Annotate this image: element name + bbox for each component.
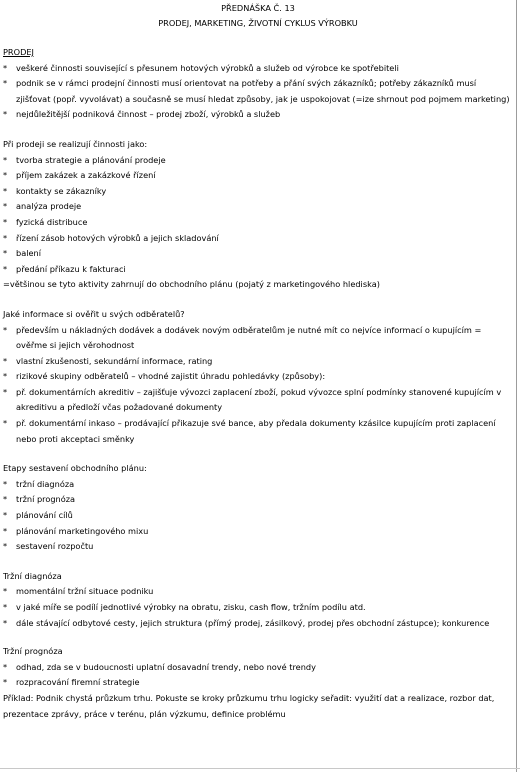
list-item-text: plánování marketingového mixu <box>16 525 149 536</box>
list-item <box>3 416 513 447</box>
section-cinnosti <box>3 137 513 293</box>
document-page <box>3 1 513 722</box>
bullet-mark: * <box>3 677 8 688</box>
list-item <box>3 199 513 215</box>
section-prodej <box>3 45 513 123</box>
list-item-text: rozpracování firemní strategie <box>16 677 140 688</box>
section-diagnoza <box>3 569 513 631</box>
list-item <box>3 323 513 354</box>
list-item <box>3 246 513 262</box>
list-item <box>3 385 513 416</box>
section-heading: Jaké informace si ověřit u svých odběratelů? <box>3 308 185 319</box>
bullet-mark: * <box>3 62 8 73</box>
list-item-text: př. dokumentárních akreditiv – zajišťuje vývozci zaplacení zboží, pokud vývozce splní podmínky stanovené kupujícím v akreditivu a předloží včas požadované dokumenty <box>16 386 502 413</box>
section-heading: PRODEJ <box>3 47 34 57</box>
bullet-mark: * <box>3 109 8 120</box>
list-item <box>3 153 513 169</box>
bullet-mark: * <box>3 170 8 181</box>
list-item-text: tržní diagnóza <box>16 478 75 489</box>
bullet-mark: * <box>3 386 8 397</box>
page-border-bottom <box>0 768 520 769</box>
list-item-text: tvorba strategie a plánování prodeje <box>16 154 166 165</box>
list-item <box>3 600 513 616</box>
list-item <box>3 184 513 200</box>
section-heading: Etapy sestavení obchodního plánu: <box>3 463 147 474</box>
lecture-number: PŘEDNÁŠKA Č. 13 <box>221 3 295 13</box>
bullet-mark: * <box>3 324 8 335</box>
list-item <box>3 76 513 107</box>
list-item-text: kontakty se zákazníky <box>16 185 107 196</box>
bullet-mark: * <box>3 418 8 429</box>
section-heading: Tržní diagnóza <box>3 570 62 581</box>
list-item-text: odhad, zda se v budoucnosti uplatní dosavadní trendy, nebo nové trendy <box>16 661 316 672</box>
bullet-mark: * <box>3 602 8 612</box>
list-item-text: balení <box>16 248 41 259</box>
bullet-mark: * <box>3 617 8 628</box>
list-item-text: především u nákladných dodávek a dodávek novým odběratelům je nutné mít co nejvíce informací o kupujícím = ověřme si jejich věrohodnost <box>16 324 482 351</box>
section-informace <box>3 307 513 447</box>
list-item-text: př. dokumentární inkaso – prodávající přikazuje své bance, aby předala dokumenty kzásilce kupujícím proti zaplacení nebo proti akceptaci směnky <box>16 418 496 444</box>
list-item-text: plánování cílů <box>16 510 73 521</box>
list-item-text: řízení zásob hotových výrobků a jejich skladování <box>16 232 219 243</box>
list-item-text: fyzická distribuce <box>16 216 88 227</box>
section-note: =většinou se tyto aktivity zahrnují do obchodního plánu (pojatý z marketingového hlediska) <box>3 279 380 290</box>
list-item <box>3 539 513 555</box>
list-item <box>3 492 513 508</box>
bullet-mark: * <box>3 510 8 521</box>
list-item-text: příjem zakázek a zakázkové řízení <box>16 170 156 181</box>
list-item <box>3 616 513 632</box>
list-item-text: v jaké míře se podílí jednotlivé výrobky na obratu, zisku, cash flow, tržním podílu atd. <box>16 602 366 612</box>
section-etapy <box>3 461 513 555</box>
bullet-list <box>3 323 513 448</box>
bullet-mark: * <box>3 541 8 552</box>
list-item-text: nejdůležitější podniková činnost – prodej zboží, výrobků a služeb <box>16 109 281 120</box>
list-item-text: předání příkazu k fakturaci <box>16 263 126 274</box>
example-text: Příklad: Podnik chystá průzkum trhu. Pokuste se kroky průzkumu trhu logicky seřadit: využití dat a realizace, rozbor dat, prezentace zprávy, práce v terénu, plán výzkumu, definice problému <box>3 692 495 719</box>
list-item <box>3 354 513 370</box>
list-item-text: rizikové skupiny odběratelů – vhodné zajistit úhradu pohledávky (způsoby): <box>16 371 326 382</box>
list-item <box>3 524 513 540</box>
bullet-mark: * <box>3 661 8 672</box>
bullet-mark: * <box>3 232 8 243</box>
list-item <box>3 369 513 385</box>
bullet-mark: * <box>3 154 8 165</box>
list-item <box>3 477 513 493</box>
list-item <box>3 660 513 676</box>
list-item-text: vlastní zkušenosti, sekundární informace, rating <box>16 355 213 366</box>
bullet-mark: * <box>3 185 8 196</box>
list-item <box>3 584 513 600</box>
section-heading: Tržní prognóza <box>3 646 63 657</box>
bullet-mark: * <box>3 248 8 259</box>
list-item <box>3 508 513 524</box>
section-heading: Při prodeji se realizují činnosti jako: <box>3 138 148 149</box>
section-prognoza <box>3 644 513 722</box>
list-item <box>3 262 513 278</box>
bullet-mark: * <box>3 478 8 489</box>
bullet-mark: * <box>3 586 8 597</box>
list-item-text: podnik se v rámci prodejní činnosti musí orientovat na potřeby a přání svých zákazníků; potřeby zákazníků musí zjišťovat (popř. vyvolávat) a současně se musí hledat způsoby, jak je uspokojovat (=ize shrnout pod pojmem marketing) <box>16 78 510 104</box>
list-item-text: dále stávající odbytové cesty, jejich struktura (přímý prodej, zásilkový, prodej přes obchodní zástupce); konkurence <box>16 617 490 628</box>
bullet-list <box>3 477 513 555</box>
list-item-text: sestavení rozpočtu <box>16 541 94 552</box>
bullet-mark: * <box>3 525 8 536</box>
list-item <box>3 107 513 123</box>
list-item-text: veškeré činnosti související s přesunem hotových výrobků a služeb od výrobce ke spotřebiteli <box>16 62 399 73</box>
bullet-mark: * <box>3 355 8 366</box>
bullet-list <box>3 153 513 278</box>
list-item-text: momentální tržní situace podniku <box>16 586 154 597</box>
bullet-mark: * <box>3 216 8 227</box>
bullet-list <box>3 584 513 631</box>
list-item <box>3 231 513 247</box>
list-item <box>3 675 513 691</box>
list-item-text: analýza prodeje <box>16 201 82 212</box>
bullet-mark: * <box>3 263 8 274</box>
bullet-mark: * <box>3 201 8 212</box>
lecture-title: PRODEJ, MARKETING, ŽIVOTNÍ CYKLUS VÝROBKU <box>158 18 358 28</box>
bullet-mark: * <box>3 494 8 505</box>
bullet-mark: * <box>3 78 8 89</box>
list-item <box>3 168 513 184</box>
bullet-mark: * <box>3 371 8 382</box>
list-item <box>3 215 513 231</box>
list-item <box>3 61 513 77</box>
bullet-list <box>3 61 513 123</box>
page-border-right <box>516 0 517 772</box>
list-item-text: tržní prognóza <box>16 494 76 505</box>
bullet-list <box>3 660 513 691</box>
